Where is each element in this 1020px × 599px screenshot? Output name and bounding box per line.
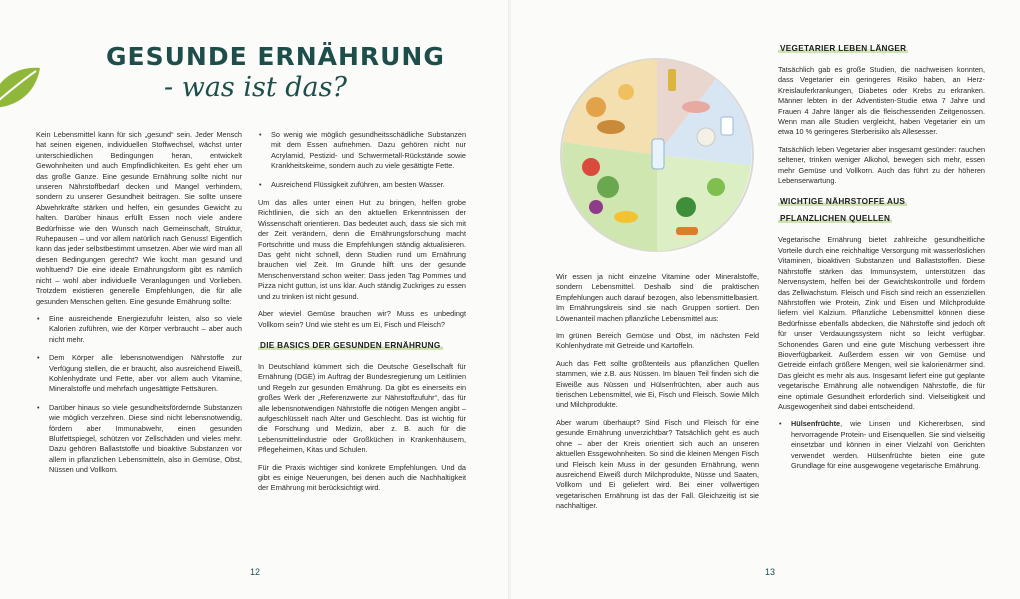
text-column-3 (556, 272, 759, 519)
paragraph: Aber warum überhaupt? Sind Fisch und Fleisch für eine gesunde Ernährung unverzichtbar? Tatsächlich geht es auch ohne – aber der Kreis orientiert sich auch an unseren aktuellen Essgewohnheiten. So sind die kleinen Mengen Fisch und Fleisch kein Muss in der gesunden Ernährung, wenn ausreichend Eiweiß durch Milchprodukte, Nüsse und Saaten, Vollkorn und Ei geliefert wird. Bei einer vollwertigen vegetarischen Ernährung ist das der Fall. Gleichzeitig ist sie nachhaltiger. (556, 417, 759, 511)
requirements-list-continued (258, 130, 466, 190)
paragraph: Wir essen ja nicht einzelne Vitamine oder Mineralstoffe, sondern Lebensmittel. Deshalb sind die praktischen Empfehlungen auch darauf bezogen, also lebensmittelbasiert. Im Ernährungskreis sind sie nach Gruppen sortiert. Den Löwenanteil machen pflanzliche Lebensmittel aus: (556, 272, 759, 323)
nutrition-circle-illustration (556, 47, 758, 259)
list-item: • Ausreichend Flüssigkeit zuführen, am besten Wasser. (258, 180, 466, 190)
text-column-2 (258, 130, 466, 501)
nutrient-list (778, 419, 985, 471)
list-item: • Darüber hinaus so viele gesundheitsfördernde Substanzen wie möglich verzehren. Diese sind nicht lebensnotwendig, fördern aber Immunabwehr, einen gesunden Blutfettspiegel, schützen vor Zellschäden und vieles mehr. Dazu gehören Ballaststoffe und bioaktive Substanzen vor allem in pflanzlichen Lebensmitteln, also in Gemüse, Obst, Nüssen und Vollkorn. (36, 403, 242, 476)
list-item-text: , wie Linsen und Kichererbsen, sind hervorragende Protein- und Eisenquellen. Sie sind vielseitig einsetzbar und können in einer Vielzahl von Gerichten verwendet werden. Hülsenfrüchte bieten eine gute Grundlage für eine ausgewogene vegetarische Ernährung. (791, 419, 985, 470)
section-heading: DIE BASICS DER GESUNDEN ERNÄHRUNG (260, 340, 441, 350)
paragraph: Tatsächlich gab es große Studien, die nachweisen konnten, dass Vegetarier ein geringeres Risiko haben, an Herz-Kreislauferkrankungen, Diabetes oder Krebs zu erkranken. Männer lebten in der Adventisten-Studie etwa 7 Jahre und Frauen 4 Jahre länger als die fleischessenden Zeitgenossen. Wenn man alle Studien vergleicht, haben Vegetarier ein um etwa 10 % geringeres Sterberisiko als Allesesser. (778, 65, 985, 137)
page-number: 12 (250, 567, 261, 577)
paragraph: Für die Praxis wichtiger sind konkrete Empfehlungen. Und da gibt es einige Neuerungen, bei denen auch die Nachhaltigkeit der Ernährung mit berücksichtigt wird. (258, 462, 466, 493)
page-title: GESUNDE ERNÄHRUNG (106, 42, 445, 71)
requirements-list (36, 314, 242, 476)
list-item: • So wenig wie möglich gesundheitsschädliche Substanzen mit dem Essen aufnehmen. Dazu gehören nicht nur Acrylamid, Pestizid- und Schwermetall-Rückstände sowie Krankheitskeime, sondern auch zu viele gesättigte Fette. (258, 130, 466, 172)
left-page (0, 0, 509, 599)
leaf-icon (0, 58, 42, 114)
section-heading: VEGETARIER LEBEN LÄNGER (780, 44, 907, 53)
paragraph: Im grünen Bereich Gemüse und Obst, im nächsten Feld Kohlenhydrate mit Getreide und Kartoffeln. (556, 331, 759, 351)
paragraph: In Deutschland kümmert sich die Deutsche Gesellschaft für Ernährung (DGE) im Auftrag der Bundesregierung um Leitlinien und Regeln zur gesunden Ernährung. Da gibt es einerseits ein großes Werk der „Referenzwerte zur Nährstoffzufuhr“, das für alle lebensnotwendigen Nährstoffe die nötigen Mengen angibt – aufgeschlüsselt nach Alter und Geschlecht. Das ist wichtig für die Forschung und Medizin, aber z. B. auch für die Lebensmittelindustrie oder Großküchen in Krankenhäusern, Pflegeheimen, Kitas und Schulen. (258, 361, 466, 455)
text-column-4 (778, 40, 985, 479)
paragraph: Vegetarische Ernährung bietet zahlreiche gesundheitliche Vorteile durch eine reichhaltige Versorgung mit wasserlöslichen Vitaminen, bioaktiven Substanzen und Ballaststoffen. Diese Nährstoffe stärken das Immunsystem, unterstützen das Nervensystem, helfen bei der Gewichtskontrolle und fördern das Zellwachstum. Fleisch und Fisch sind reich an essenziellen Nährstoffen wie Protein, Zink und Eisen und Milchprodukte liefern viel Kalzium. Pflanzliche Lebensmittel können diese Bedürfnisse ebenfalls abdecken, die Nährstoffe sind jedoch oft für unser Verdauungssystem nicht so leicht verfügbar. Schonendes Garen und eine gute Mischung verbessert ihre Bioverfügbarkeit. Außerdem essen wir von Gemüse und Getreide einfach größere Mengen, weil sie kalorienärmer sind. Das gleicht es mehr als aus. Insgesamt liefert eine gut geplante vegetarische Ernährung alle notwendigen Nährstoffe, die für eine optimale Gesundheit erforderlich sind. Vielseitigkeit und Ausgewogenheit sind dabei entscheidend. (778, 235, 985, 411)
page-number: 13 (765, 567, 776, 577)
paragraph: Um das alles unter einen Hut zu bringen, helfen grobe Richtlinien, die sich an den aktuellen Erkenntnissen der Wissenschaft orientieren. Das bedeutet auch, dass sie sich mit der Zeit verändern, denn die Ernährungsforschung macht Fortschritte und muss die Empfehlungen ständig aktualisieren. Das geht nicht schnell, denn Studien rund um Ernährung brauchen viel Zeit. Im Grunde hilft uns der gesunde Menschenverstand schon weiter: Dass jeden Tag Pommes und Pizza nicht guttun, ist uns klar. Auch ständig Zuckriges zu essen und zu trinken ist nicht gesund. (258, 198, 466, 301)
paragraph: Aber wieviel Gemüse brauchen wir? Muss es unbedingt Vollkorn sein? Und wie steht es um Ei, Fisch und Fleisch? (258, 309, 466, 329)
paragraph: Tatsächlich leben Vegetarier aber insgesamt gesünder: rauchen seltener, trinken weniger Alkohol, bewegen sich mehr, essen mehr Gemüse und Vollkorn. Auch das führt zu der höheren Lebenserwartung. (778, 144, 985, 186)
list-item: • Eine ausreichende Energiezufuhr leisten, also so viele Kalorien zuführen, wie der Körper verbraucht – aber auch nicht mehr. (36, 314, 242, 345)
intro-paragraph: Kein Lebensmittel kann für sich „gesund“ sein. Jeder Mensch hat seinen eigenen, individuellen Stoffwechsel, wächst unter unterschiedlichen Bedingungen heran, entwickelt Gewohnheiten und auch Empfindlichkeiten. Es geht eher um das große Ganze. Eine gesunde Ernährung sollte nicht nur unseren Nährstoffbedarf decken und Mangel verhindern, sondern zu unserer Gesundheit beitragen. Sie sollte unsere Abwehrkräfte stärken und helfen, ein gesundes Gewicht zu halten. Darüber hinaus erfüllt Essen noch viele andere Bedürfnisse wie den Wunsch nach Gemeinschaft, Struktur, Ruhepausen – und vor allem natürlich nach Genuss! Eigentlich kann das jeder selbstbestimmt umsetzen. Aber wie wird man all diesen Bedingungen gerecht? Wie kocht man gesund und wohltuend? Die eine ideale Ernährungsform gibt es nämlich nicht – wohl aber individuelle Veranlagungen und Vorlieben. Trotzdem existieren generelle Empfehlungen, die für alle gesunden Menschen gelten. Eine gesunde Ernährung sollte: (36, 130, 242, 306)
list-item: • Dem Körper alle lebensnotwendigen Nährstoffe zur Verfügung stellen, die er braucht, also ausreichend Eiweiß, Kohlenhydrate und Fette, aber vor allem auch Vitamine, Mineralstoffe und mehrfach ungesättigte Fettsäuren. (36, 353, 242, 395)
section-heading: WICHTIGE NÄHRSTOFFE AUS (780, 197, 906, 207)
section-heading-continued: PFLANZLICHEN QUELLEN (780, 214, 891, 224)
list-item-lead: Hülsenfrüchte (791, 419, 841, 429)
list-item (778, 419, 985, 471)
page-subtitle: - was ist das? (164, 72, 347, 103)
text-column-1 (36, 130, 242, 484)
paragraph: Auch das Fett sollte größtenteils aus pflanzlichen Quellen stammen, wie z.B. aus Nüssen. Im blauen Teil finden sich die Eiweiße aus Nüssen und Hülsenfrüchten, aber auch aus tierischen Lebensmittel, wie Ei, Fisch und Fleisch. Sowie Milch und Milchprodukte. (556, 358, 759, 410)
